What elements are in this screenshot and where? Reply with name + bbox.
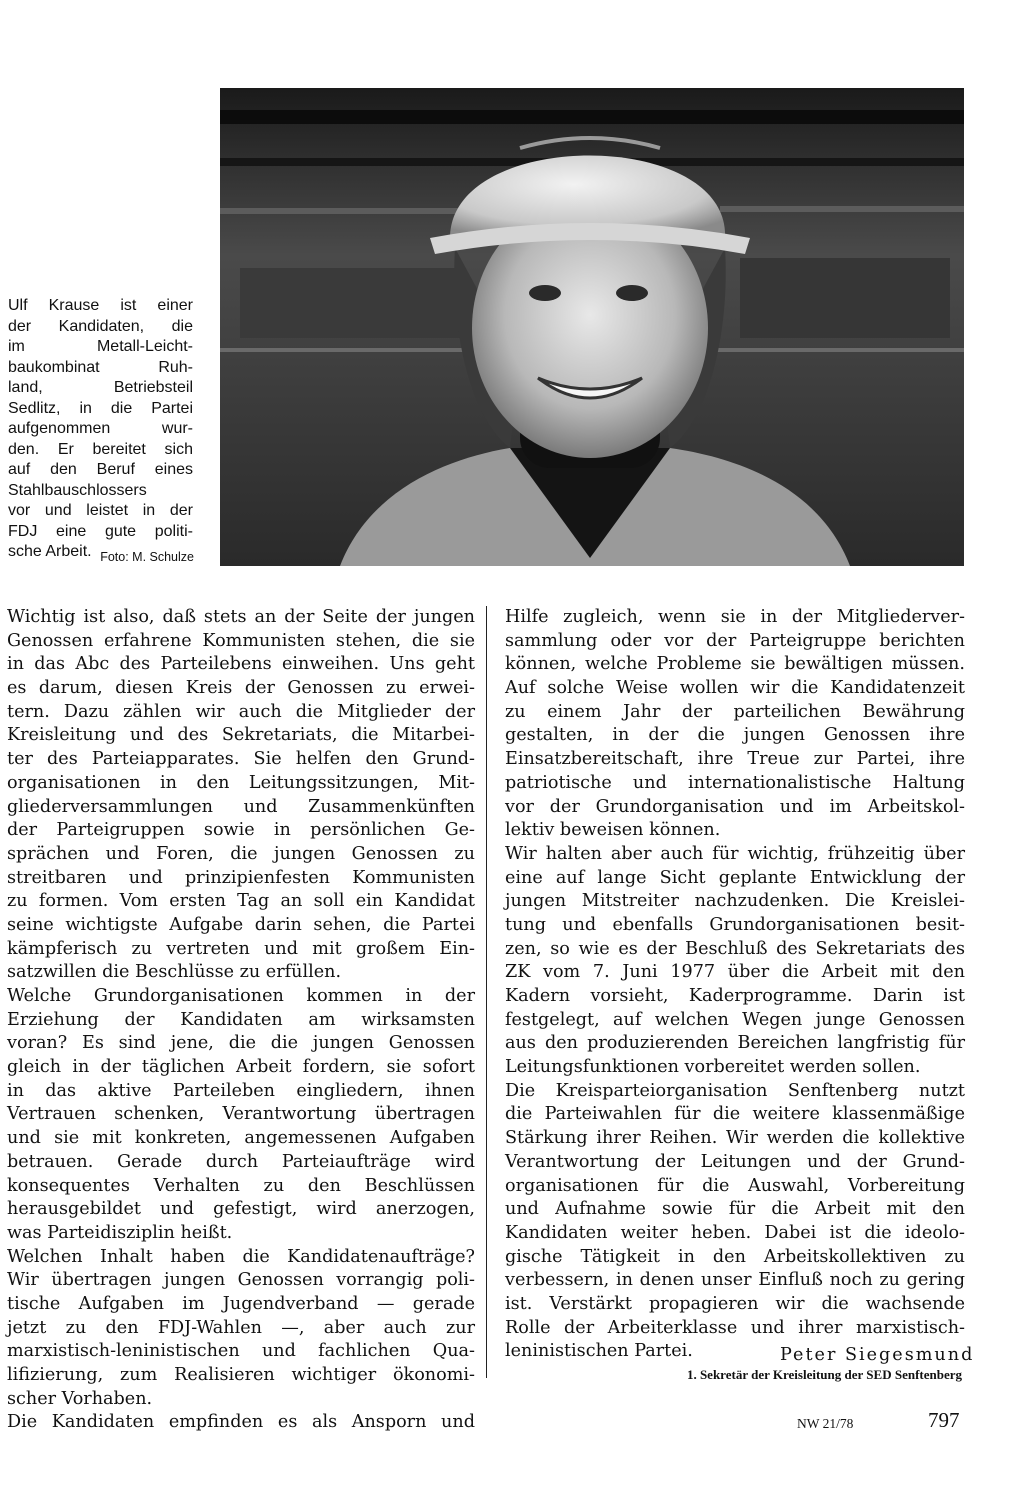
text-line: Welchen Inhalt haben die Kandidatenaufträge? xyxy=(7,1246,475,1267)
text-line: verbessern, in denen unser Einfluß noch zu gering xyxy=(505,1270,965,1291)
caption-line: land, Betriebsteil xyxy=(8,379,193,396)
text-line: und Aufnahme sowie für die Arbeit mit den xyxy=(505,1199,965,1220)
text-line: tern. Dazu zählen wir auch die Mitglieder der xyxy=(7,701,475,722)
text-line: Stärkung ihrer Reihen. Wir werden die kollektive xyxy=(505,1128,965,1149)
text-line: festgelegt, auf welchen Wegen junge Genossen xyxy=(505,1009,965,1030)
caption-line: vor und leistet in der xyxy=(8,502,193,519)
worker-portrait-illustration xyxy=(220,88,964,566)
text-line: Kreisleitung und des Sekretariats, die Mitarbei- xyxy=(7,725,475,746)
text-line: zu einem Jahr der parteilichen Bewährung xyxy=(505,701,965,722)
text-line: sammlung oder vor der Parteigruppe berichten xyxy=(505,630,965,651)
text-line: der Parteigruppen sowie in persönlichen Ge- xyxy=(7,820,475,841)
text-line: Die Kandidaten empfinden es als Ansporn und xyxy=(7,1412,475,1433)
text-line: Verantwortung der Leitungen und der Grund- xyxy=(505,1151,965,1172)
author-role: 1. Sekretär der Kreisleitung der SED Senftenberg xyxy=(686,1367,962,1382)
text-line: herausgebildet und gefestigt, wird anerzogen, xyxy=(7,1199,475,1220)
photo-credit: Foto: M. Schulze xyxy=(100,550,194,564)
text-line: Kandidaten weiter heben. Dabei ist die ideolo- xyxy=(505,1222,965,1243)
text-line: gestalten, in der die jungen Genossen ihre xyxy=(505,725,965,746)
caption-line: FDJ eine gute politi- xyxy=(8,522,193,540)
text-line: zu formen. Vom ersten Tag an soll ein Kandidat xyxy=(7,891,475,912)
page-number: 797 xyxy=(928,1408,960,1432)
text-line: gische Tätigkeit in den Arbeitskollektiven zu xyxy=(505,1246,965,1267)
caption-line: der Kandidaten, die xyxy=(8,317,193,335)
caption-line: Sedlitz, in die Partei xyxy=(8,399,193,417)
text-line: organisationen in den Leitungssitzungen, Mit- xyxy=(7,772,475,793)
text-line: voran? Es sind jene, die die jungen Genossen xyxy=(7,1033,475,1054)
text-line: die Parteiwahlen für die weitere klassenmäßige xyxy=(505,1104,965,1125)
text-line: es darum, diesen Kreis der Genossen zu erwei- xyxy=(7,678,475,699)
text-line: seine wichtigste Aufgabe darin sehen, die Partei xyxy=(7,914,475,935)
text-line: Welche Grundorganisationen kommen in der xyxy=(7,986,475,1006)
text-line: sprächen und Foren, die jungen Genossen zu xyxy=(7,843,475,864)
issue-number: NW 21/78 xyxy=(797,1416,854,1431)
text-line: in das Abc des Parteilebens einweihen. Uns geht xyxy=(7,654,475,675)
text-line: aus den produzierenden Bereichen langfristig für xyxy=(505,1033,965,1054)
text-line: und sie mit konkreten, angemessenen Aufgaben xyxy=(7,1128,475,1149)
text-line: tische Aufgaben im Jugendverband — gerade xyxy=(7,1293,475,1314)
text-line: Wir halten aber auch für wichtig, frühzeitig über xyxy=(505,843,965,864)
text-line: tung und ebenfalls Grundorganisationen besit- xyxy=(505,914,965,935)
text-line: lifizierung, zum Realisieren wichtiger ökonomi- xyxy=(7,1365,475,1385)
text-line: Auf solche Weise wollen wir die Kandidatenzeit xyxy=(505,678,965,699)
text-line: kämpferisch zu vertreten und mit großem Ein- xyxy=(7,938,475,959)
text-line: jetzt zu den FDJ-Wahlen —, aber auch zur xyxy=(7,1317,475,1338)
text-line: Hilfe zugleich, wenn sie in der Mitgliederver- xyxy=(505,607,965,627)
photo-caption xyxy=(8,296,193,563)
text-line: Die Kreisparteiorganisation Senftenberg nutzt xyxy=(505,1080,965,1101)
text-line: lektiv beweisen können. xyxy=(505,820,721,841)
text-line: satzwillen die Beschlüsse zu erfüllen. xyxy=(7,962,342,983)
text-line: leninistischen Partei. xyxy=(505,1341,693,1362)
text-line: in das aktive Parteileben eingliedern, ihnen xyxy=(7,1080,475,1101)
caption-line: den. Er bereitet sich xyxy=(8,440,193,458)
text-line: Kadern vorsieht, Kaderprogramme. Darin ist xyxy=(505,986,965,1006)
text-line: marxistisch-leninistischen und fachlichen Qua- xyxy=(7,1341,475,1362)
text-line: ZK vom 7. Juni 1977 über die Arbeit mit den xyxy=(505,962,965,983)
text-line: zen, so wie es der Beschluß des Sekretariats des xyxy=(505,938,965,959)
portrait-photo xyxy=(220,88,964,566)
text-line: patriotische und internationalistische Haltung xyxy=(505,772,965,793)
text-line: organisationen für die Auswahl, Vorbereitung xyxy=(505,1175,965,1196)
text-line: was Parteidisziplin heißt. xyxy=(7,1222,233,1243)
text-line: Wichtig ist also, daß stets an der Seite der jungen xyxy=(7,607,475,627)
caption-line: Ulf Krause ist einer xyxy=(8,297,193,314)
text-line: gleich in der täglichen Arbeit fordern, sie sofort xyxy=(7,1057,475,1078)
text-line: scher Vorhaben. xyxy=(7,1388,153,1409)
text-line: konsequentes Verhalten zu den Beschlüssen xyxy=(7,1175,475,1196)
text-line: ist. Verstärkt propagieren wir die wachsende xyxy=(505,1293,965,1314)
text-line: Wir übertragen jungen Genossen vorrangig poli- xyxy=(7,1270,475,1291)
text-line: gliederversammlungen und Zusammenkünften xyxy=(7,796,475,817)
text-line: ter des Parteiapparates. Sie helfen den Grund- xyxy=(7,749,475,770)
author-name: Peter Siegesmund xyxy=(780,1345,975,1365)
caption-line: sche Arbeit. xyxy=(8,543,92,560)
article-column-left xyxy=(7,606,475,1435)
text-line: Einsatzbereitschaft, ihre Treue zur Partei, ihre xyxy=(505,749,965,770)
text-line: Vertrauen schenken, Verantwortung übertragen xyxy=(7,1104,475,1125)
caption-line: baukombinat Ruh- xyxy=(8,358,193,376)
text-line: Genossen erfahrene Kommunisten stehen, die sie xyxy=(7,630,475,651)
article-column-right xyxy=(505,606,965,1364)
text-line: jungen Mitstreiter nachzudenken. Die Kreislei- xyxy=(505,891,965,912)
text-line: eine auf lange Sicht geplante Entwicklung der xyxy=(505,867,965,888)
caption-line: auf den Beruf eines xyxy=(8,461,193,478)
caption-line: aufgenommen wur- xyxy=(8,420,193,437)
column-divider xyxy=(486,606,487,1378)
text-line: vor der Grundorganisation und im Arbeitskol- xyxy=(505,796,965,817)
text-line: betrauen. Gerade durch Parteiaufträge wird xyxy=(7,1151,475,1172)
caption-line: Stahlbauschlossers xyxy=(8,481,147,499)
text-line: Leitungsfunktionen vorbereitet werden sollen. xyxy=(505,1057,921,1078)
text-line: streitbaren und prinzipienfesten Kommunisten xyxy=(7,867,475,888)
text-line: können, welche Probleme sie bewältigen müssen. xyxy=(505,654,965,675)
text-line: Rolle der Arbeiterklasse und ihrer marxistisch- xyxy=(505,1317,965,1338)
text-line: Erziehung der Kandidaten am wirksamsten xyxy=(7,1009,475,1030)
caption-line: im Metall-Leicht- xyxy=(8,338,193,355)
